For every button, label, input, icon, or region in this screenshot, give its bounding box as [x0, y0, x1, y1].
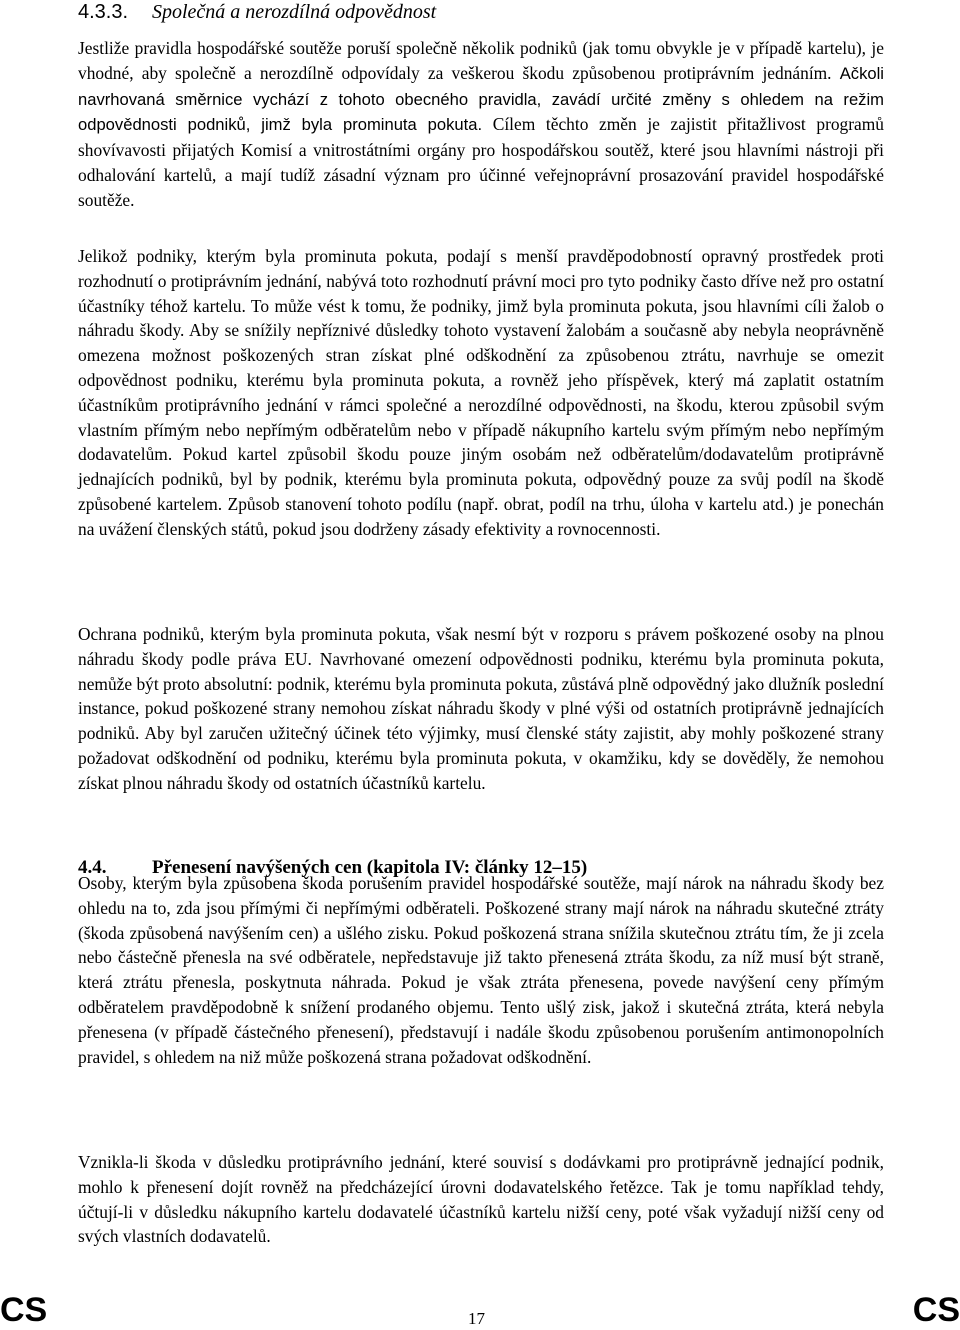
section-heading-4-3-3	[78, 0, 436, 24]
section-number: 4.4.	[78, 857, 107, 878]
paragraph-passing-on: Osoby, kterým byla způsobena škoda porušením pravidel hospodářské soutěže, mají nárok na náhradu škody bez ohledu na to, zda jsou přímými či nepřímými odběrateli. Poškozené strany mají nárok na náhradu skutečné ztráty (škoda způsobená navýšením cen) a ušlého zisku. Pokud poškozená strana snížila skutečnou ztrátu tím, že ji zcela nebo částečně přenesla na své odběratele, nepředstavuje již takto přenesená ztráta škodu, za níž musí být straně, která ztrátu přenesla, poskytnuta náhrada. Pokud je však ztráta přenesena, povede navýšení ceny přímým odběratelem pravděpodobně k snížení prodaného objemu. Tento ušlý zisk, jakož i skutečná ztráta, která nebyla přenesena (v případě částečného přenesení), představují i nadále škodu způsobenou porušením antimonopolních pravidel, s ohledem na niž může poškozená strana požadovat odškodnění.	[78, 873, 884, 1067]
section-title: Přenesení navýšených cen (kapitola IV: články 12–15)	[152, 857, 588, 878]
paragraph-text: Jestliže pravidla hospodářské soutěže poruší společně několik podniků (jak tomu obvykle je v případě kartelu), je vhodné, aby společně a nerozdílně odpovídaly za veškerou škodu způsobenou protiprávním jednáním.	[78, 38, 884, 83]
footer-language-code-left: CS	[0, 1291, 48, 1329]
section-number: 4.3.3.	[78, 1, 129, 23]
paragraph-joint-liability	[78, 36, 884, 213]
paragraph-text-sans: Ačkoli navrhovaná směrnice vychází z tohoto obecného pravidla, zavádí určité změny s ohledem na režim odpovědnosti podniků, jimž byla prominuta pokuta.	[78, 63, 884, 135]
paragraph-text: Cílem těchto změn je zajistit přitažlivost programů shovívavosti přijatých Komisí a vnitrostátními orgány pro hospodářskou soutěž, které jsou hlavními nástroji při odhalování kartelů, a mají tudíž zásadní význam pro účinné veřejnoprávní prosazování pravidel hospodářské soutěže.	[78, 114, 884, 210]
footer-language-code-right: CS	[912, 1291, 960, 1329]
section-title: Společná a nerozdílná odpovědnost	[152, 1, 437, 23]
paragraph-leniency: Jelikož podniky, kterým byla prominuta pokuta, podají s menší pravděpodobností opravný prostředek proti rozhodnutí o protiprávním jednání, nabývá toto rozhodnutí právní moci pro tyto podniky často dříve než pro ostatní účastníky téhož kartelu. To může vést k tomu, že podniky, jimž byla prominuta pokuta, jsou hlavními cíli žalob o náhradu škody. Aby se snížily nepříznivé důsledky tohoto vystavení žalobám a současně aby nebyla neoprávněně omezena možnost poškozených stran získat plné odškodnění za způsobenou ztrátu, navrhuje se omezit odpovědnost podniku, kterému byla prominuta pokuta, a rovněž jeho příspěvek, který má zaplatit ostatním účastníkům protiprávního jednání v rámci společné a nerozdílné odpovědnosti, na škodu, kterou způsobil svým vlastním přímým nebo nepřímým odběratelům nebo v případě nákupního kartelu svým přímým nebo nepřímým dodavatelům. Pokud kartel způsobil škodu pouze jiným osobám než odběratelům/dodavatelům protiprávně jednajících podniků, byl by podnik, kterému byla prominuta pokuta, odpovědný pouze za svůj podíl na škodě způsobené kartelem. Způsob stanovení tohoto podílu (např. obrat, podíl na trhu, úloha v kartelu atd.) je ponechán na uvážení členských států, pokud jsou dodrženy zásady efektivity a rovnocennosti.	[78, 246, 884, 539]
page-number: 17	[468, 1309, 485, 1328]
paragraph-protection: Ochrana podniků, kterým byla prominuta pokuta, však nesmí být v rozporu s právem poškozené osoby na plnou náhradu škody podle práva EU. Navrhované omezení odpovědnosti podniku, kterému byla prominuta pokuta, nemůže být proto absolutní: podnik, kterému byla prominuta pokuta, zůstává plně odpovědný jako dlužník poslední instance, pokud poškozené strany nemohou získat náhradu škody v plné výši od ostatních protiprávně jednajících podniků. Aby byl zaručen užitečný účinek této výjimky, musí členské státy zajistit, aby mohly poškozené strany požadovat odškodnění od podniku, kterému byla prominuta pokuta, v okamžiku, kdy se dověděly, že nemohou získat plnou náhradu škody od ostatních účastníků kartelu.	[78, 624, 884, 793]
paragraph-upstream: Vznikla-li škoda v důsledku protiprávního jednání, které souvisí s dodávkami pro protiprávně jednající podnik, mohlo k přenesení dojít rovněž na předcházející úrovni dodavatelského řetězce. Tak je tomu například tehdy, účtují-li v důsledku nákupního kartelu dodavatelé účastníků kartelu nižší ceny, poté však vyžadují nižší ceny od svých vlastních dodavatelů.	[78, 1152, 884, 1247]
